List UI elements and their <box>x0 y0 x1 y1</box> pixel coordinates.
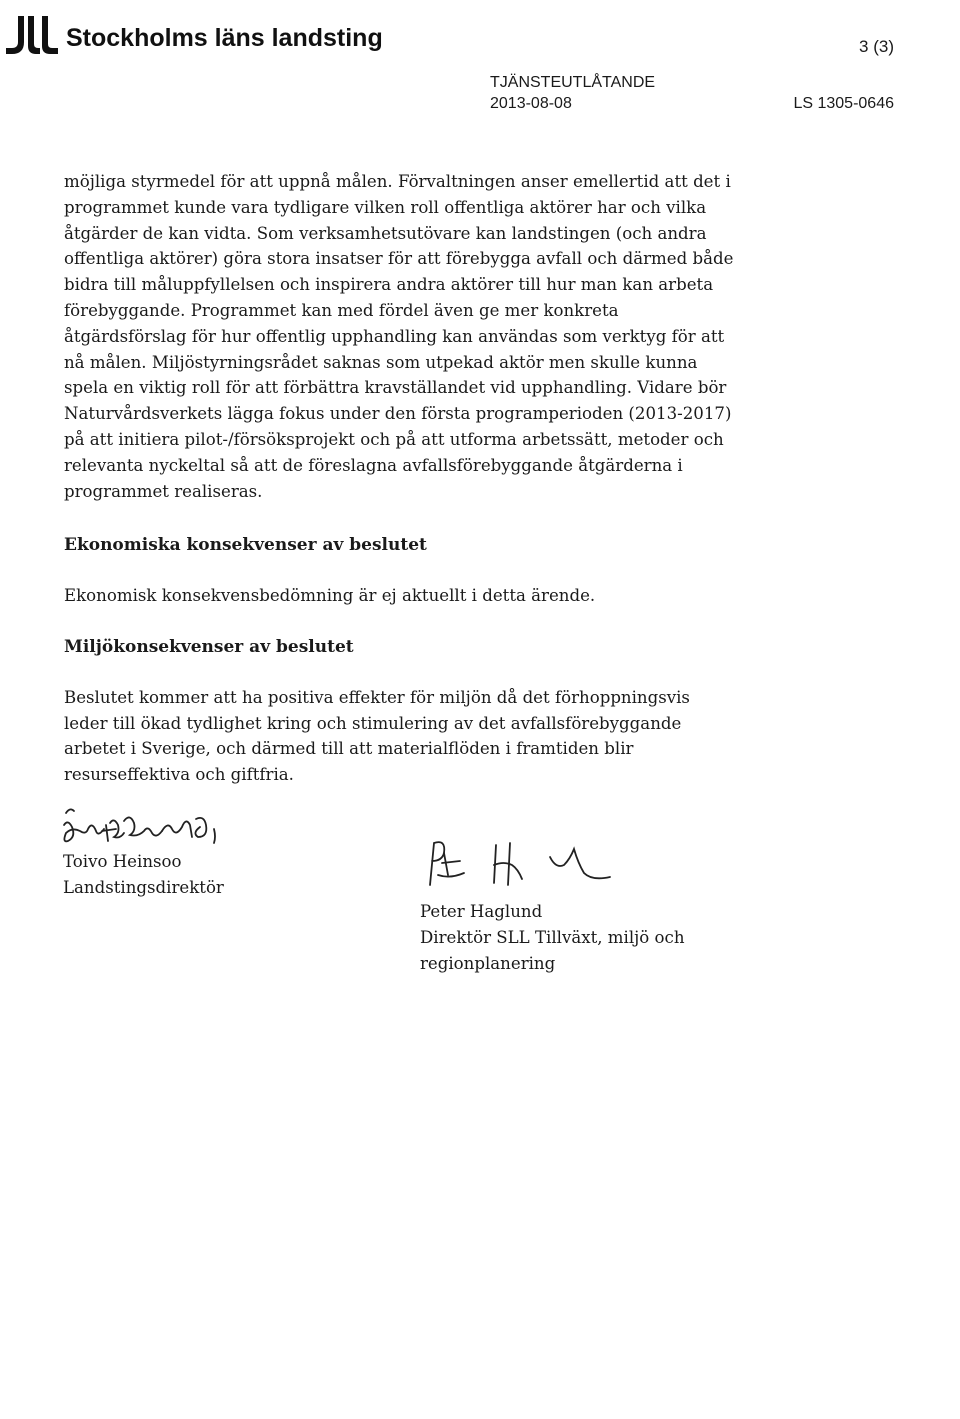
signer-right <box>420 899 720 976</box>
signature-block <box>0 795 960 995</box>
organization-name: Stockholms läns landsting <box>66 24 383 52</box>
signer-left-name: Toivo Heinsoo <box>63 852 182 871</box>
document-reference: LS 1305-0646 <box>793 95 894 112</box>
signature-toivo-heinsoo-icon <box>58 803 238 855</box>
document-header <box>0 0 960 130</box>
signature-peter-haglund-icon <box>420 835 640 891</box>
document-date: 2013-08-08 <box>490 95 572 112</box>
page-number: 3 (3) <box>859 37 894 56</box>
signer-right-title-line1: Direktör SLL Tillväxt, miljö och <box>420 927 685 947</box>
signer-left-title: Landstingsdirektör <box>63 877 224 897</box>
sll-logo-icon <box>4 14 60 58</box>
environment-heading: Miljökonsekvenser av beslutet <box>64 636 354 657</box>
signer-right-title-line2: regionplanering <box>420 953 556 973</box>
intro-paragraph: möjliga styrmedel för att uppnå målen. Förvaltningen anser emellertid att det i programmet kunde vara tydligare vilken roll offentliga aktörer har och vilka åtgärder de kan vidta. Som verksamhetsutövare kan landstingen (och andra offentliga aktörer) göra stora insatser för att förebygga avfall och därmed både bidra till måluppfyllelsen och inspirera andra aktörer till hur man kan arbeta förebyggande. Programmet kan med fördel även ge mer konkreta åtgärdsförslag för hur offentlig upphandling kan användas som verktyg för att nå målen. Miljöstyrningsrådet saknas som utpekad aktör men skulle kunna spela en viktig roll för att förbättra kravställandet vid upphandling. Vidare bör Naturvårdsverkets lägga fokus under den första programperioden (2013-2017) på att initiera pilot-/försöksprojekt och på att utforma arbetssätt, metoder och relevanta nyckeltal så att de föreslagna avfallsförebyggande åtgärderna i programmet realiseras. <box>64 172 734 501</box>
document-type: TJÄNSTEUTLÅTANDE <box>490 74 656 91</box>
economic-heading: Ekonomiska konsekvenser av beslutet <box>64 535 427 556</box>
signer-right-name: Peter Haglund <box>420 902 543 921</box>
environment-text: Beslutet kommer att ha positiva effekter för miljön då det förhoppningsvis leder till ökad tydlighet kring och stimulering av det avfallsförebyggande arbetet i Sverige, och därmed till att materialflöden i framtiden blir resurseffektiva och giftfria. <box>64 687 690 785</box>
document-body <box>64 169 734 788</box>
economic-text: Ekonomisk konsekvensbedömning är ej aktuellt i detta ärende. <box>64 586 596 606</box>
signer-left <box>63 849 224 901</box>
